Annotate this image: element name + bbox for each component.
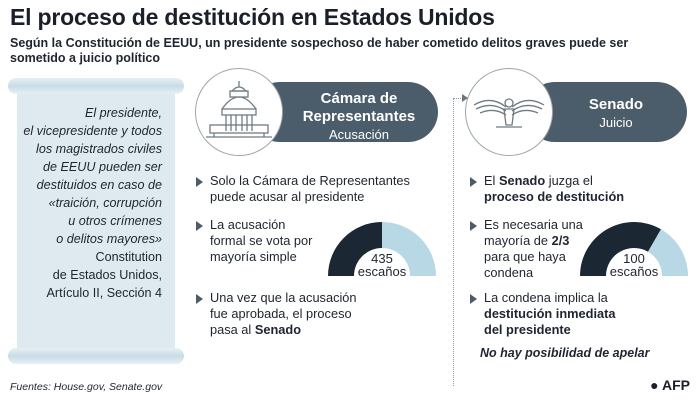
camara-bullet-2 [210, 217, 312, 265]
senado-gauge-label [604, 252, 664, 278]
scroll-line: de Estados Unidos, [52, 268, 162, 282]
senado-subtitle: Juicio [599, 115, 633, 130]
senado-title: Senado [588, 96, 644, 113]
bullet-line: fue aprobada, el proceso [210, 306, 352, 321]
bullet-bold: Senado [498, 173, 546, 188]
senado-bullet-2 [484, 217, 583, 281]
gauge-unit: escaños [609, 264, 659, 279]
bullet-text: mayoría de [484, 233, 552, 248]
scroll-text [8, 104, 184, 302]
scroll-line: o delitos mayores» [56, 232, 162, 246]
scroll-line: «traición, corrupción [48, 196, 162, 210]
bullet-line: destitución inmediata [484, 306, 616, 321]
eagle-icon [465, 68, 553, 156]
camara-bullet-1 [210, 173, 410, 205]
gauge-number: 100 [623, 251, 645, 266]
bullet-line: Es necesaria una [484, 217, 583, 232]
scroll-top-roll [8, 78, 184, 94]
scroll-line: los magistrados civiles [36, 142, 162, 156]
no-appeal-note: No hay posibilidad de apelar [480, 346, 650, 360]
camara-gauge-label [352, 252, 412, 278]
scroll-line: destituidos en caso de [36, 178, 162, 192]
gauge-number: 435 [371, 251, 393, 266]
gauge-unit: escaños [357, 264, 407, 279]
senado-bullet-1 [484, 173, 624, 205]
bullet-line: del presidente [484, 322, 571, 337]
bullet-line: mayoría simple [210, 249, 297, 264]
bullet-line: condena [484, 265, 534, 280]
scroll-line: u otros crímenes [68, 214, 162, 228]
bullet-bold: 2/3 [551, 233, 570, 248]
camara-bullet-3 [210, 290, 357, 338]
bullet-line: para que haya [484, 249, 566, 264]
scroll-line: de EEUU pueden ser [42, 160, 162, 174]
arrow-right-icon [462, 94, 468, 102]
camara-title-line: Cámara de [320, 90, 398, 107]
scroll-line: El presidente, [84, 106, 162, 120]
subtitle-line: sometido a juicio político [10, 51, 161, 65]
scroll-line: el vicepresidente y todos [23, 124, 162, 138]
bullet-line [210, 322, 357, 338]
bullet-text: pasa al [210, 322, 255, 337]
camara-title-line: Representantes [302, 108, 416, 125]
subtitle-line: Según la Constitución de EEUU, un presidente sospechoso de haber cometido delitos graves puede ser [10, 36, 629, 50]
constitution-scroll [8, 78, 184, 364]
capitol-icon [195, 68, 283, 156]
page-title: El proceso de destitución en Estados Unidos [10, 4, 495, 30]
afp-logo-text: AFP [662, 377, 690, 393]
bullet-line: puede acusar al presidente [210, 189, 365, 204]
scroll-bottom-roll [8, 348, 184, 364]
afp-logo: ● AFP [650, 377, 690, 393]
bullet-line: Solo la Cámara de Representantes [210, 173, 410, 188]
scroll-line: Constitution [95, 250, 162, 264]
page-subtitle [10, 36, 700, 66]
bullet-line: La acusación [210, 217, 286, 232]
bullet-text: juzga el [545, 173, 593, 188]
bullet-line: formal se vota por [210, 233, 313, 248]
bullet-text: El [484, 173, 499, 188]
connector-line [453, 98, 454, 386]
bullet-bold: Senado [254, 322, 302, 337]
bullet-line: proceso de destitución [484, 189, 625, 204]
sources-note: Fuentes: House.gov, Senate.gov [10, 381, 163, 393]
senado-bullet-3 [484, 290, 616, 338]
bullet-line [484, 233, 583, 249]
bullet-line: La condena implica la [484, 290, 608, 305]
bullet-line: Una vez que la acusación [210, 290, 357, 305]
camara-subtitle: Acusación [329, 127, 389, 142]
bullet-line [484, 173, 624, 189]
scroll-line: Artículo II, Sección 4 [46, 286, 162, 300]
